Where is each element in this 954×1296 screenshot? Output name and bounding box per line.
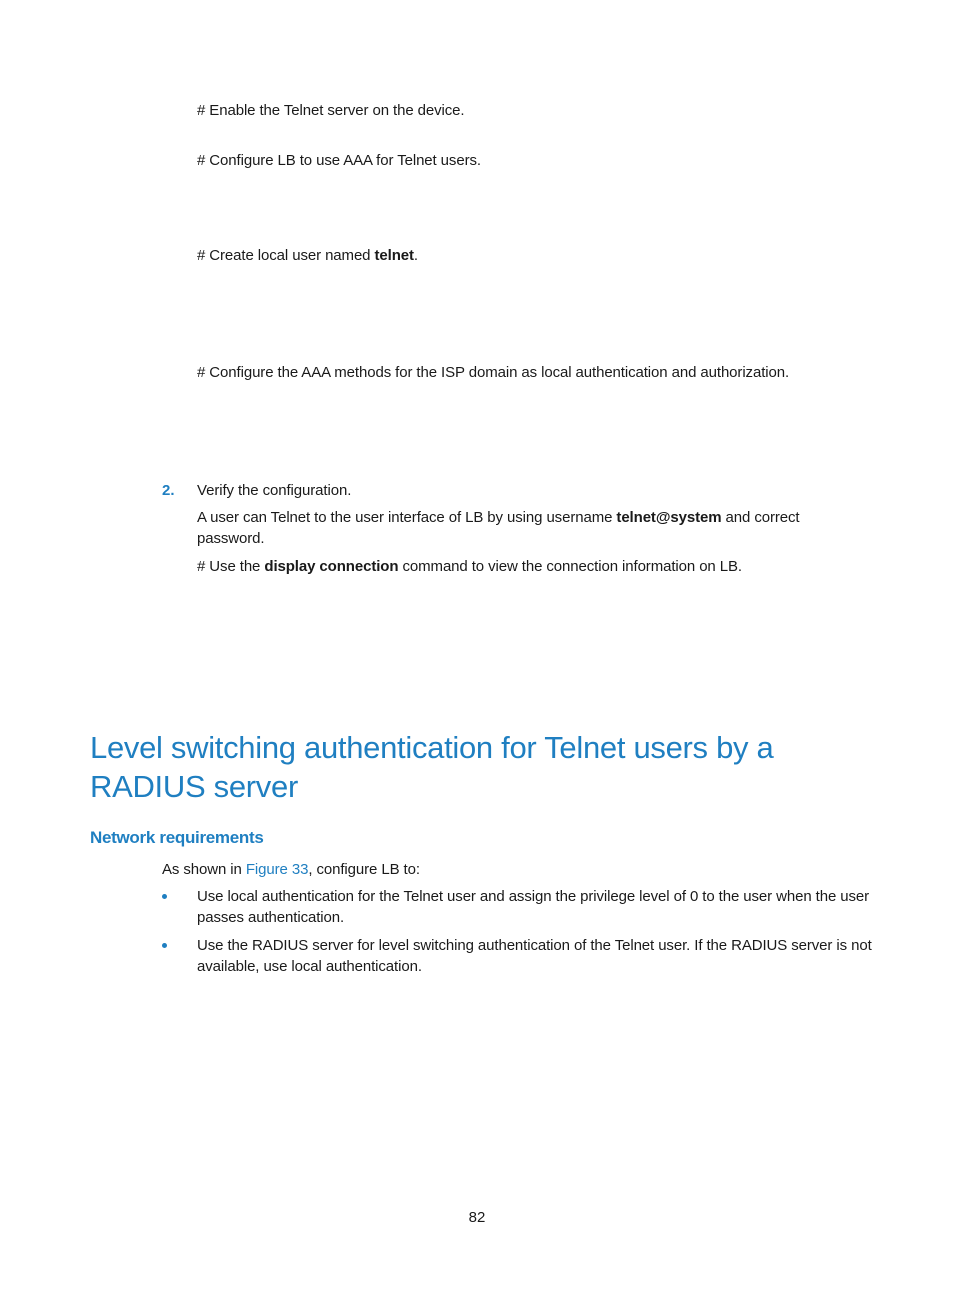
- display-connection-command: display connection: [264, 558, 399, 575]
- list-item: Use the RADIUS server for level switching authentication of the Telnet user. If the RADIUS server is not available, use local authentication.: [197, 937, 872, 975]
- step-create-user-prefix: # Create local user named: [197, 247, 375, 264]
- intro-suffix: , configure LB to:: [308, 861, 420, 878]
- verify-command-paragraph: [197, 556, 742, 577]
- verify-command-suffix: command to view the connection information on LB.: [398, 558, 742, 575]
- intro-prefix: As shown in: [162, 861, 246, 878]
- step-verify-title: Verify the configuration.: [197, 482, 352, 499]
- list-item: Use local authentication for the Telnet user and assign the privilege level of 0 to the user when the user passes authentication.: [197, 888, 870, 926]
- step-enable-telnet: # Enable the Telnet server on the device.: [197, 102, 465, 119]
- bullet-icon: [162, 943, 167, 948]
- step-create-user-suffix: .: [413, 247, 418, 264]
- section-title: Level switching authentication for Telnet users by a RADIUS server: [90, 730, 774, 804]
- verify-command-prefix: # Use the: [197, 558, 265, 575]
- step-number: 2.: [162, 482, 175, 499]
- username-telnet-system: telnet@system: [616, 509, 722, 526]
- step-create-user: [197, 245, 418, 266]
- figure-link[interactable]: Figure 33: [245, 861, 309, 878]
- step-aaa-methods: # Configure the AAA methods for the ISP domain as local authentication and authorization.: [197, 364, 790, 381]
- section-subtitle: Network requirements: [90, 828, 264, 847]
- bullet-icon: [162, 894, 167, 899]
- verify-paragraph: [197, 507, 837, 549]
- step-configure-aaa: # Configure LB to use AAA for Telnet users.: [197, 152, 481, 169]
- verify-paragraph-suffix: and correct password.: [197, 509, 800, 547]
- intro-paragraph: [162, 859, 420, 880]
- username-telnet: telnet: [374, 247, 414, 264]
- verify-paragraph-prefix: A user can Telnet to the user interface of LB by using username: [197, 509, 617, 526]
- page-number: 82: [468, 1209, 486, 1226]
